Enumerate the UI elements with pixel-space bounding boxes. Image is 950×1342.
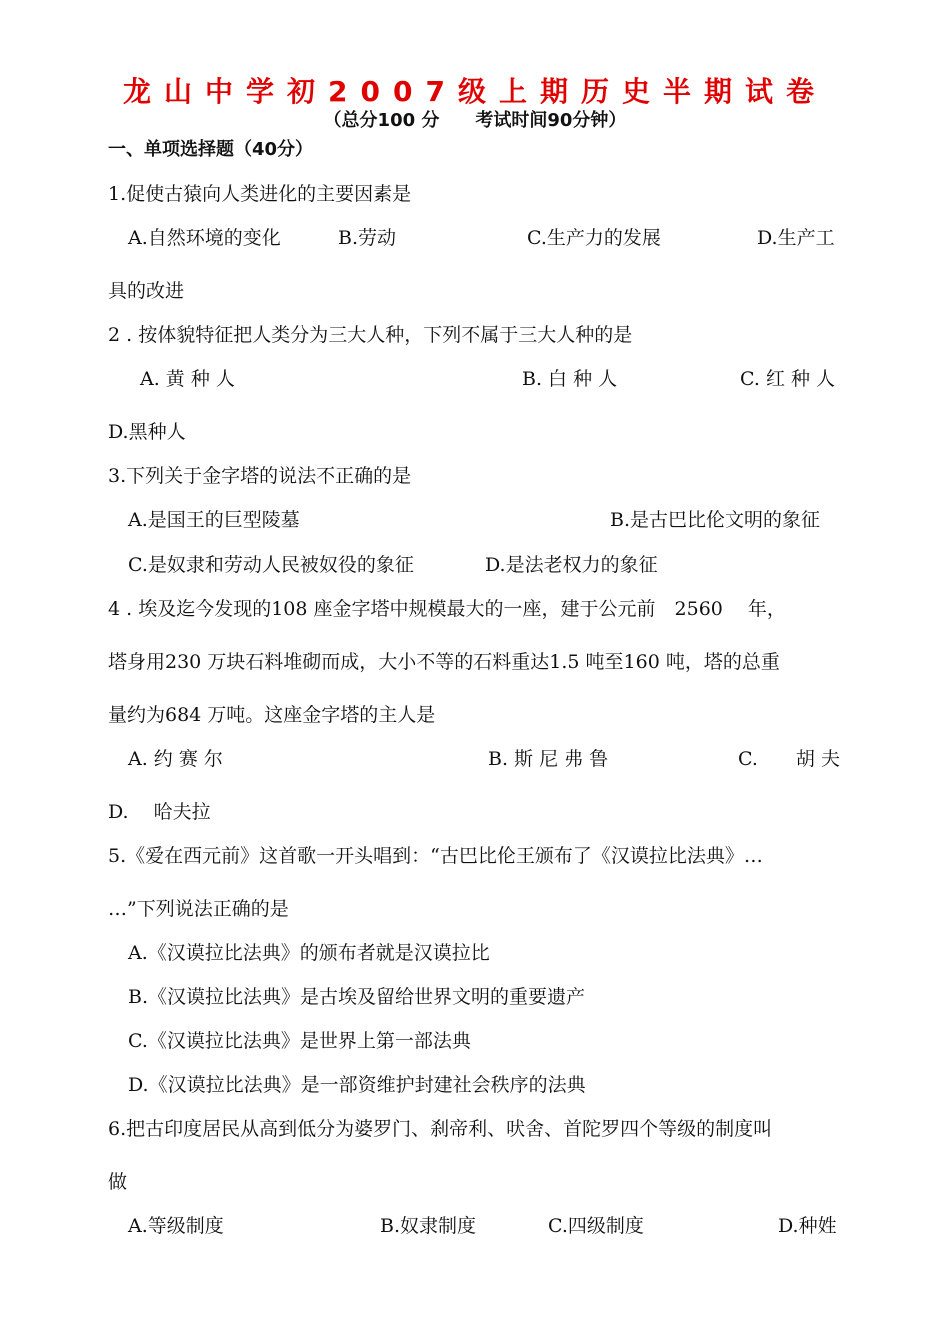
q5-option-c: C.《汉谟拉比法典》是世界上第一部法典 xyxy=(128,1030,471,1052)
q3-option-b: B.是古巴比伦文明的象征 xyxy=(610,509,821,531)
q4-option-c: C. 胡 夫 xyxy=(738,748,840,770)
q4-option-b: B. 斯 尼 弗 鲁 xyxy=(488,748,609,770)
section-heading: 一、单项选择题（40分） xyxy=(108,139,314,160)
q1-option-c: C.生产力的发展 xyxy=(527,227,661,249)
q1-option-d-continued: 具的改进 xyxy=(108,280,185,302)
q6-option-a: A.等级制度 xyxy=(128,1215,224,1237)
exam-title: 龙山中学初2007级上期历史半期试卷 xyxy=(123,75,827,108)
q2-option-b: B. 白 种 人 xyxy=(522,368,618,390)
q2-option-c: C. 红 种 人 xyxy=(740,368,836,390)
q2-stem: 2 . 按体貌特征把人类分为三大人种，下列不属于三大人种的是 xyxy=(108,324,633,346)
q1-option-b: B.劳动 xyxy=(338,227,397,249)
q2-option-d: D.黑种人 xyxy=(108,421,186,443)
q1-stem: 1.促使古猿向人类进化的主要因素是 xyxy=(108,183,412,205)
q4-option-a: A. 约 赛 尔 xyxy=(128,748,223,770)
q6-option-c: C.四级制度 xyxy=(548,1215,644,1237)
q4-stem-line2: 塔身用230 万块石料堆砌而成，大小不等的石料重达1.5 吨至160 吨，塔的总重 xyxy=(108,651,780,673)
q3-option-a: A.是国王的巨型陵墓 xyxy=(128,509,300,531)
q3-stem: 3.下列关于金字塔的说法不正确的是 xyxy=(108,465,412,487)
q5-stem-line2: …”下列说法正确的是 xyxy=(108,898,289,920)
q1-option-a: A.自然环境的变化 xyxy=(128,227,281,249)
q5-option-b: B.《汉谟拉比法典》是古埃及留给世界文明的重要遗产 xyxy=(128,986,586,1008)
q1-option-d: D.生产工 xyxy=(757,227,835,249)
q6-stem-line2: 做 xyxy=(108,1171,128,1193)
q2-option-a: A. 黄 种 人 xyxy=(140,368,235,390)
exam-subtitle: （总分100 分 考试时间90分钟） xyxy=(323,110,627,131)
q3-option-c: C.是奴隶和劳动人民被奴役的象征 xyxy=(128,554,414,576)
q3-option-d: D.是法老权力的象征 xyxy=(485,554,658,576)
q5-option-a: A.《汉谟拉比法典》的颁布者就是汉谟拉比 xyxy=(128,942,490,964)
q6-stem-line1: 6.把古印度居民从高到低分为婆罗门、刹帝利、吠舍、首陀罗四个等级的制度叫 xyxy=(108,1118,773,1140)
q6-option-b: B.奴隶制度 xyxy=(380,1215,477,1237)
q5-option-d: D.《汉谟拉比法典》是一部资维护封建社会秩序的法典 xyxy=(128,1074,586,1096)
q6-option-d: D.种姓 xyxy=(778,1215,837,1237)
q4-stem-line1: 4 . 埃及迄今发现的108 座金字塔中规模最大的一座，建于公元前 2560 年， xyxy=(108,598,786,620)
q4-stem-line3: 量约为684 万吨。这座金字塔的主人是 xyxy=(108,704,436,726)
q4-option-d: D. 哈夫拉 xyxy=(108,801,211,823)
q5-stem-line1: 5.《爱在西元前》这首歌一开头唱到：“古巴比伦王颁布了《汉谟拉比法典》… xyxy=(108,845,763,867)
